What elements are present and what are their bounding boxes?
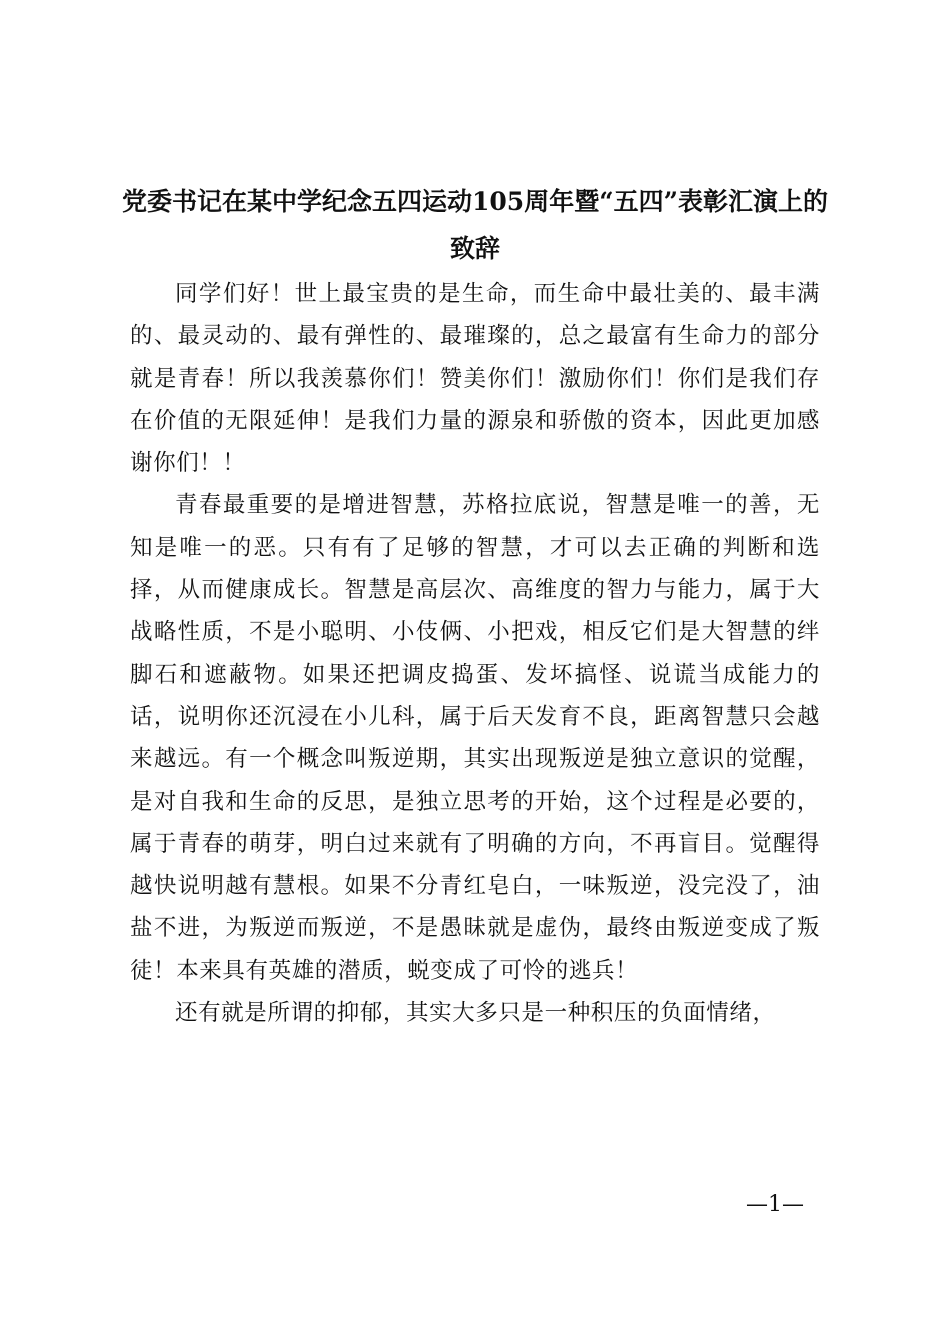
document-title: 党委书记在某中学纪念五四运动105周年暨“五四”表彰汇演上的致辞 — [122, 187, 828, 263]
page-number: —1— — [746, 1192, 804, 1217]
paragraph-greeting: 同学们好！世上最宝贵的是生命，而生命中最壮美的、最丰满的、最灵动的、最有弹性的、最璀璨的，总之最富有生命力的部分就是青春！所以我羡慕你们！赞美你们！激励你们！你们是我们存在价值的无限延伸！是我们力量的源泉和骄傲的资本，因此更加感谢你们！！ — [130, 281, 820, 477]
paragraph-wisdom: 青春最重要的是增进智慧，苏格拉底说，智慧是唯一的善，无知是唯一的恶。只有有了足够的智慧，才可以去正确的判断和选择，从而健康成长。智慧是高层次、高维度的智力与能力，属于大战略性质，不是小聪明、小伎俩、小把戏，相反它们是大智慧的绊脚石和遮蔽物。如果还把调皮捣蛋、发坏搞怪、说谎当成能力的话，说明你还沉浸在小儿科，属于后天发育不良，距离智慧只会越来越远。有一个概念叫叛逆期，其实出现叛逆是独立意识的觉醒，是对自我和生命的反思，是独立思考的开始，这个过程是必要的，属于青春的萌芽，明白过来就有了明确的方向，不再盲目。觉醒得越快说明越有慧根。如果不分青红皂白，一味叛逆，没完没了，油盐不进，为叛逆而叛逆，不是愚昧就是虚伪，最终由叛逆变成了叛徒！本来具有英雄的潜质，蜕变成了可怜的逃兵！ — [130, 492, 820, 984]
paragraph-depression: 还有就是所谓的抑郁，其实大多只是一种积压的负面情绪， — [175, 1000, 776, 1027]
document-body — [130, 273, 820, 1034]
